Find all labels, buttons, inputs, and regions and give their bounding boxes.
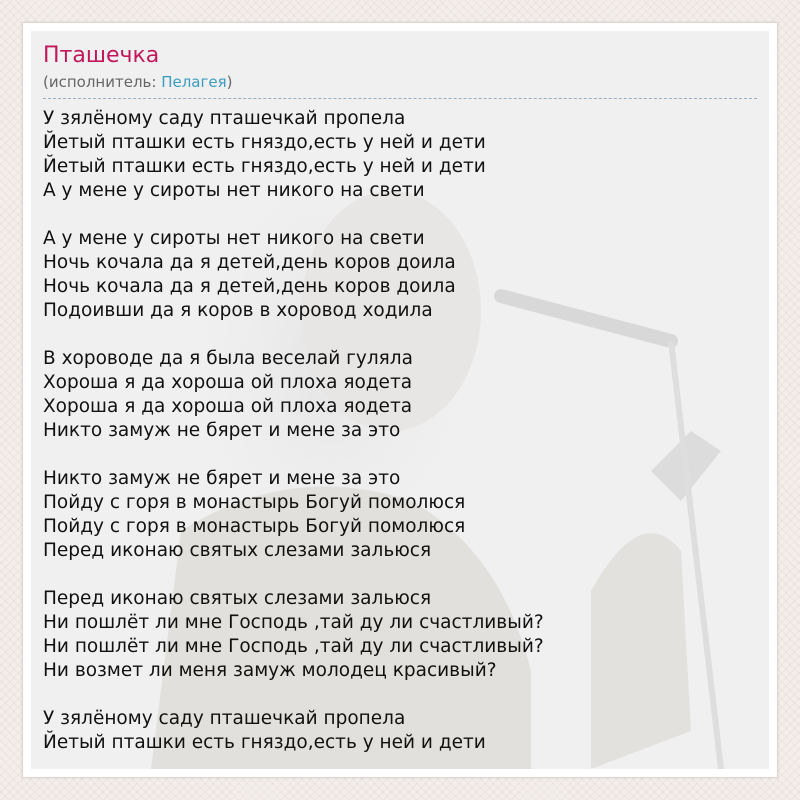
- lyric-line: У зялёному саду пташечкай пропела: [43, 108, 406, 129]
- lyrics-card: [22, 22, 778, 778]
- lyric-line: Пойду с горя в монастырь Богуй помолюся: [43, 492, 466, 513]
- lyrics-text: [43, 107, 761, 755]
- lyric-line: Йетый пташки есть гняздо,есть у ней и дети: [43, 156, 486, 177]
- stanza-gap: [43, 203, 761, 227]
- lyric-line: Ночь кочала да я детей,день коров доила: [43, 252, 456, 273]
- artist-prefix: (исполнитель:: [43, 73, 162, 91]
- artist-line: [43, 72, 761, 92]
- lyrics-content: [43, 43, 761, 755]
- lyric-line: Хороша я да хороша ой плоха яодета: [43, 396, 413, 417]
- lyric-line: Ни возмет ли меня замуж молодец красивый?: [43, 660, 497, 681]
- lyric-line: В хороводе да я была веселай гуляла: [43, 348, 413, 369]
- artist-suffix: ): [226, 73, 233, 91]
- lyric-line: Подоивши да я коров в хоровод ходила: [43, 300, 433, 321]
- stanza-gap: [43, 563, 761, 587]
- song-title: Пташечка: [43, 43, 160, 68]
- lyric-line: А у мене у сироты нет никого на свети: [43, 180, 425, 201]
- lyric-line: Никто замуж не бярет и мене за это: [43, 468, 401, 489]
- stanza-gap: [43, 683, 761, 707]
- card-inner: [31, 31, 769, 769]
- lyric-line: Ночь кочала да я детей,день коров доила: [43, 276, 456, 297]
- title-divider: [43, 98, 757, 99]
- artist-link[interactable]: Пелагея: [161, 73, 227, 91]
- stanza-gap: [43, 323, 761, 347]
- lyric-line: У зялёному саду пташечкай пропела: [43, 708, 406, 729]
- stanza-gap: [43, 443, 761, 467]
- lyric-line: Перед иконаю святых слезами зальюся: [43, 540, 432, 561]
- lyric-line: Перед иконаю святых слезами зальюся: [43, 588, 432, 609]
- lyric-line: Ни пошлёт ли мне Господь ,тай ду ли счастливый?: [43, 636, 544, 657]
- lyric-line: Никто замуж не бярет и мене за это: [43, 420, 401, 441]
- lyric-line: Йетый пташки есть гняздо,есть у ней и дети: [43, 132, 486, 153]
- lyric-line: Хороша я да хороша ой плоха яодета: [43, 372, 413, 393]
- lyric-line: А у мене у сироты нет никого на свети: [43, 228, 425, 249]
- lyric-line: Ни пошлёт ли мне Господь ,тай ду ли счастливый?: [43, 612, 544, 633]
- lyric-line: Йетый пташки есть гняздо,есть у ней и дети: [43, 732, 486, 753]
- lyric-line: Пойду с горя в монастырь Богуй помолюся: [43, 516, 466, 537]
